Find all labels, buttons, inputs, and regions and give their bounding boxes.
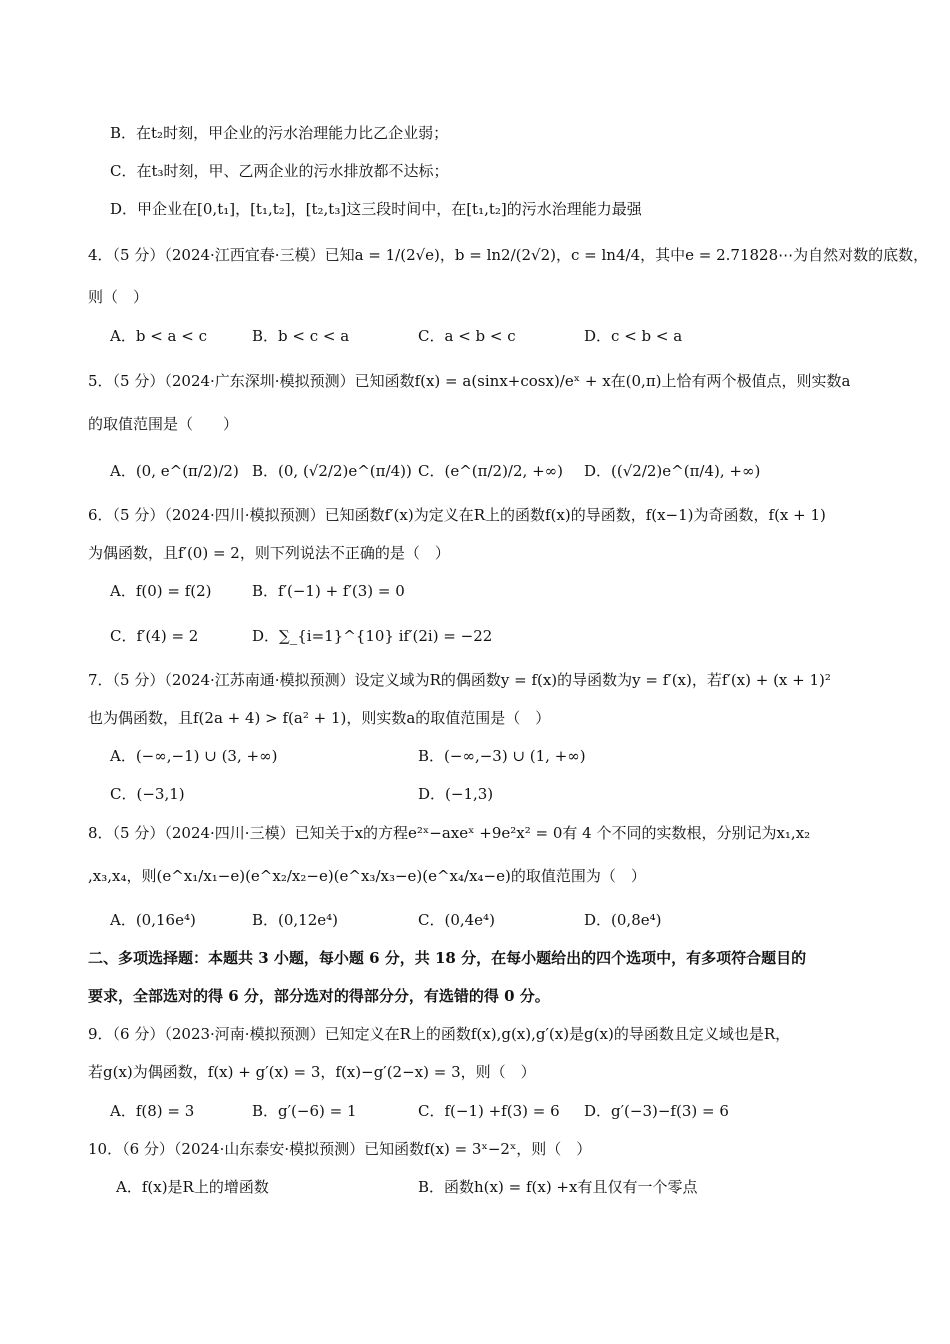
q8-stem: 8．（5 分）（2024·四川·三模）已知关于x的方程e²ˣ−axeˣ +9e²x² = 0有 4 个不同的实数根，分别记为x₁,x₂: [88, 824, 811, 842]
q6-option-b: B．f′(−1) + f′(3) = 0: [252, 582, 405, 600]
q10-stem: 10．（6 分）（2024·山东泰安·模拟预测）已知函数f(x) = 3ˣ−2ˣ，则（ ）: [88, 1140, 592, 1158]
q9-stem: 9．（6 分）（2023·河南·模拟预测）已知定义在R上的函数f(x),g(x),g′(x)是g(x)的导函数且定义域也是R，: [88, 1025, 791, 1043]
q4-stem: 4．（5 分）（2024·江西宜春·三模）已知a = 1/(2√e)，b = ln2/(2√2)，c = ln4/4，其中e = 2.71828⋯为自然对数的底数，: [88, 246, 929, 264]
q7-option-d: D．(−1,3): [418, 785, 494, 803]
section-2-heading-cont: 要求，全部选对的得 6 分，部分选对的得部分分，有选错的得 0 分。: [88, 987, 550, 1005]
q8-option-b: B．(0,12e⁴): [252, 911, 339, 929]
q9-option-a: A．f(8) = 3: [110, 1102, 195, 1120]
q7-stem-cont: 也为偶函数，且f(2a + 4) > f(a² + 1)，则实数a的取值范围是（ ）: [88, 709, 551, 727]
q8-option-a: A．(0,16e⁴): [110, 911, 196, 929]
q5-option-b: B．(0, (√2/2)e^(π/4)): [252, 462, 412, 480]
q5-stem-cont: 的取值范围是（ ）: [88, 415, 239, 433]
q10-option-a: A．f(x)是R上的增函数: [116, 1178, 269, 1196]
q5-option-d: D．((√2/2)e^(π/4), +∞): [584, 462, 761, 480]
q5-option-c: C．(e^(π/2)/2, +∞): [418, 462, 563, 480]
q6-option-a: A．f(0) = f(2): [110, 582, 212, 600]
q9-option-b: B．g′(−6) = 1: [252, 1102, 357, 1120]
q4-option-a: A．b < a < c: [110, 327, 207, 345]
q3-option-c: C．在t₃时刻，甲、乙两企业的污水排放都不达标；: [110, 162, 449, 180]
q8-option-c: C．(0,4e⁴): [418, 911, 495, 929]
q8-stem-cont: ,x₃,x₄，则(e^x₁/x₁−e)(e^x₂/x₂−e)(e^x₃/x₃−e)(e^x₄/x₄−e)的取值范围为（ ）: [88, 867, 646, 885]
q6-stem: 6．（5 分）（2024·四川·模拟预测）已知函数f′(x)为定义在R上的函数f(x)的导函数，f(x−1)为奇函数，f(x + 1): [88, 506, 826, 524]
q9-stem-cont: 若g(x)为偶函数，f(x) + g′(x) = 3，f(x)−g′(2−x) = 3，则（ ）: [88, 1063, 536, 1081]
q6-stem-cont: 为偶函数，且f′(0) = 2，则下列说法不正确的是（ ）: [88, 544, 450, 562]
q6-option-d: D．∑_{i=1}^{10} if′(2i) = −22: [252, 627, 493, 645]
section-2-heading: 二、多项选择题：本题共 3 小题，每小题 6 分，共 18 分，在每小题给出的四个选项中，有多项符合题目的: [88, 949, 807, 967]
q7-option-b: B．(−∞,−3) ∪ (1, +∞): [418, 747, 586, 765]
q4-option-c: C．a < b < c: [418, 327, 516, 345]
q5-stem: 5．（5 分）（2024·广东深圳·模拟预测）已知函数f(x) = a(sinx+cosx)/eˣ + x在(0,π)上恰有两个极值点，则实数a: [88, 372, 851, 390]
q4-stem-cont: 则（ ）: [88, 288, 149, 306]
q7-stem: 7．（5 分）（2024·江苏南通·模拟预测）设定义域为R的偶函数y = f(x)的导函数为y = f′(x)，若f′(x) + (x + 1)²: [88, 671, 831, 689]
q6-option-c: C．f′(4) = 2: [110, 627, 199, 645]
q9-option-c: C．f(−1) +f(3) = 6: [418, 1102, 560, 1120]
q7-option-a: A．(−∞,−1) ∪ (3, +∞): [110, 747, 278, 765]
q3-option-d: D．甲企业在[0,t₁]，[t₁,t₂]，[t₂,t₃]这三段时间中，在[t₁,t₂]的污水治理能力最强: [110, 200, 642, 218]
q4-option-b: B．b < c < a: [252, 327, 350, 345]
q10-option-b: B．函数h(x) = f(x) +x有且仅有一个零点: [418, 1178, 698, 1196]
q5-option-a: A．(0, e^(π/2)/2): [110, 462, 239, 480]
q9-option-d: D．g′(−3)−f(3) = 6: [584, 1102, 729, 1120]
q3-option-b: B．在t₂时刻，甲企业的污水治理能力比乙企业弱；: [110, 124, 449, 142]
q4-option-d: D．c < b < a: [584, 327, 683, 345]
q8-option-d: D．(0,8e⁴): [584, 911, 662, 929]
q7-option-c: C．(−3,1): [110, 785, 185, 803]
